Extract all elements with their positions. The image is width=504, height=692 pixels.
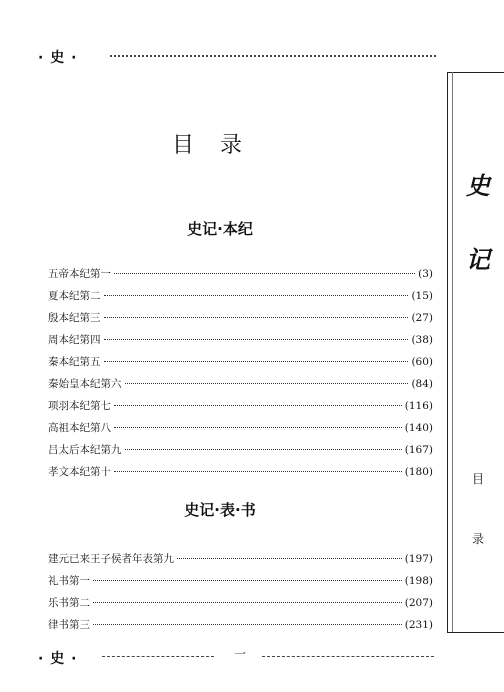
sidebar-top-border [447, 72, 504, 73]
leader-dots [104, 339, 409, 340]
toc-entry[interactable] [48, 376, 433, 394]
leader-dots [125, 383, 409, 384]
footer-rule-right [262, 656, 434, 657]
sidebar-char-lu: 录 [471, 532, 484, 546]
toc-entry[interactable] [48, 617, 433, 635]
sidebar-char-mu: 目 [471, 472, 484, 486]
leader-dots [93, 602, 402, 603]
entry-page: (180) [404, 466, 433, 478]
entry-title: 乐书第二 [48, 597, 90, 609]
toc-entry[interactable] [48, 551, 433, 569]
sidebar-char-ji: 记 [466, 245, 490, 274]
entry-page: (140) [404, 422, 433, 434]
leader-dots [114, 427, 402, 428]
leader-dots [177, 558, 402, 559]
entry-title: 高祖本纪第八 [48, 422, 111, 434]
entry-page: (60) [411, 356, 433, 368]
entry-title: 礼书第一 [48, 575, 90, 587]
header-rule [110, 55, 436, 57]
entry-page: (167) [404, 444, 433, 456]
sidebar-bottom-border [447, 632, 504, 633]
entry-title: 建元已来王子侯者年表第九 [48, 553, 174, 565]
entry-page: (3) [418, 268, 433, 280]
leader-dots [125, 449, 402, 450]
section-title-benji: 史记·本纪 [187, 220, 253, 238]
sidebar-border-outer [447, 72, 448, 632]
leader-dots [114, 405, 402, 406]
page-title: 目录 [171, 133, 268, 158]
entry-page: (207) [404, 597, 433, 609]
entry-title: 孝文本纪第十 [48, 466, 111, 478]
entry-title: 秦始皇本纪第六 [48, 378, 122, 390]
toc-entry[interactable] [48, 464, 433, 482]
entry-title: 殷本纪第三 [48, 312, 101, 324]
leader-dots [104, 295, 409, 296]
entry-title: 项羽本纪第七 [48, 400, 111, 412]
entry-page: (198) [404, 575, 433, 587]
leader-dots [114, 273, 415, 274]
toc-entry[interactable] [48, 288, 433, 306]
toc-entry[interactable] [48, 354, 433, 372]
toc-entry[interactable] [48, 420, 433, 438]
entry-title: 五帝本纪第一 [48, 268, 111, 280]
footer-rule-left [102, 656, 214, 657]
toc-entry[interactable] [48, 573, 433, 591]
header-mark: · 史 · [38, 50, 78, 66]
toc-entry[interactable] [48, 310, 433, 328]
section-title-biao-shu: 史记·表·书 [184, 501, 256, 519]
entry-title: 律书第三 [48, 619, 90, 631]
leader-dots [104, 361, 409, 362]
page-number: 一 [234, 647, 247, 661]
entry-title: 吕太后本纪第九 [48, 444, 122, 456]
entry-page: (197) [404, 553, 433, 565]
entry-page: (27) [411, 312, 433, 324]
sidebar-border-inner [452, 72, 453, 632]
leader-dots [93, 580, 402, 581]
toc-entry[interactable] [48, 398, 433, 416]
sidebar-char-shi: 史 [466, 171, 490, 200]
leader-dots [104, 317, 409, 318]
footer-mark: · 史 · [38, 651, 78, 667]
entry-page: (116) [404, 400, 433, 412]
entry-page: (84) [411, 378, 433, 390]
leader-dots [93, 624, 402, 625]
entry-title: 夏本纪第二 [48, 290, 101, 302]
entry-title: 周本纪第四 [48, 334, 101, 346]
entry-page: (231) [404, 619, 433, 631]
entry-page: (15) [411, 290, 433, 302]
toc-entry[interactable] [48, 595, 433, 613]
toc-entry[interactable] [48, 332, 433, 350]
leader-dots [114, 471, 402, 472]
toc-entry[interactable] [48, 442, 433, 460]
toc-entry[interactable] [48, 266, 433, 284]
entry-page: (38) [411, 334, 433, 346]
entry-title: 秦本纪第五 [48, 356, 101, 368]
